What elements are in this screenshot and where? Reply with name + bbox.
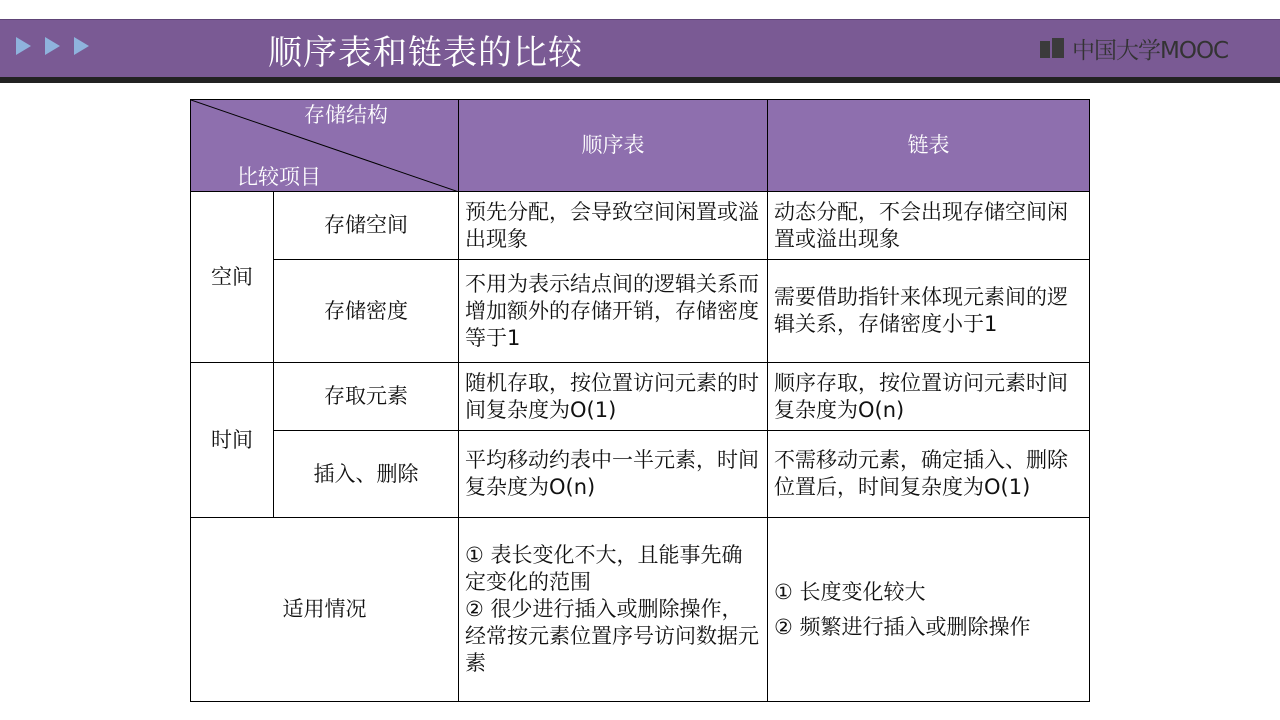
title-underline: [0, 77, 1280, 83]
corner-bottom-label: 比较项目: [237, 165, 321, 189]
cell-seq-insert-delete: 平均移动约表中一半元素，时间复杂度为O(n): [459, 431, 768, 518]
play-arrow-icon: [45, 37, 60, 55]
cell-seq-applicability: [459, 518, 768, 702]
seq-applicability-item-2: ② 很少进行插入或删除操作，经常按元素位置序号访问数据元素: [465, 597, 759, 675]
play-arrow-icon: [16, 37, 31, 55]
cell-linked-storage-space: 动态分配，不会出现存储空间闲置或溢出现象: [768, 192, 1090, 260]
cell-linked-storage-density: 需要借助指针来体现元素间的逻辑关系，存储密度小于1: [768, 260, 1090, 363]
linked-applicability-item-2: ② 频繁进行插入或删除操作: [774, 614, 1031, 639]
corner-header: [191, 100, 459, 192]
seq-applicability-item-1: ① 表长变化不大，且能事先确定变化的范围: [465, 543, 743, 594]
corner-top-label: 存储结构: [304, 103, 388, 127]
cell-linked-insert-delete: 不需移动元素，确定插入、删除位置后，时间复杂度为O(1): [768, 431, 1090, 518]
linked-applicability-item-1: ① 长度变化较大: [774, 579, 926, 604]
row-label-access: 存取元素: [274, 363, 459, 431]
cell-seq-access: 随机存取，按位置访问元素的时间复杂度为O(1): [459, 363, 768, 431]
comparison-table: [190, 99, 1090, 702]
book-icon: [1040, 38, 1066, 60]
logo-text: 中国大学MOOC: [1072, 38, 1229, 64]
cell-seq-storage-space: 预先分配，会导致空间闲置或溢出现象: [459, 192, 768, 260]
slide-title: 顺序表和链表的比较: [268, 33, 583, 73]
row-label-storage-space: 存储空间: [274, 192, 459, 260]
column-header-sequential: 顺序表: [459, 100, 768, 192]
row-label-insert-delete: 插入、删除: [274, 431, 459, 518]
cell-seq-storage-density: 不用为表示结点间的逻辑关系而增加额外的存储开销，存储密度等于1: [459, 260, 768, 363]
group-label-time: 时间: [191, 363, 274, 518]
row-label-storage-density: 存储密度: [274, 260, 459, 363]
cell-linked-applicability: [768, 518, 1090, 702]
column-header-linked: 链表: [768, 100, 1090, 192]
row-label-applicability: 适用情况: [191, 518, 459, 702]
cell-linked-access: 顺序存取，按位置访问元素时间复杂度为O(n): [768, 363, 1090, 431]
play-arrow-icon: [74, 37, 89, 55]
group-label-space: 空间: [191, 192, 274, 363]
arrow-decoration: [16, 37, 89, 55]
mooc-logo: [1040, 32, 1228, 65]
